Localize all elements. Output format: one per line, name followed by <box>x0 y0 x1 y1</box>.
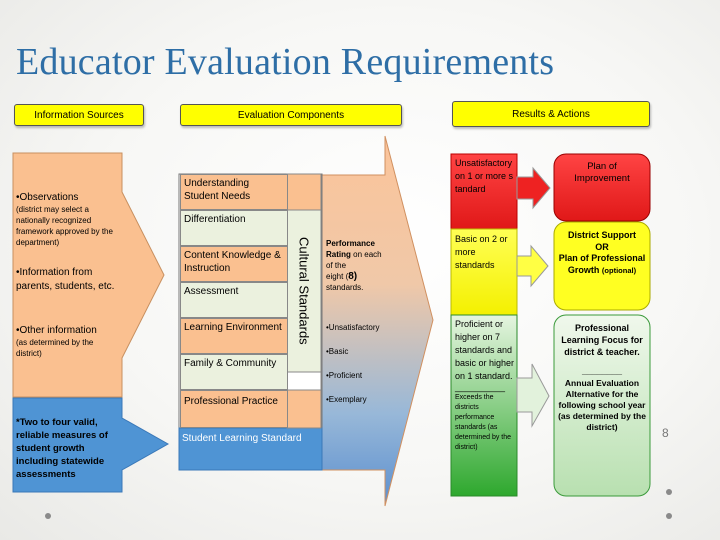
rating-level-proficient: •Proficient <box>326 371 363 380</box>
performance-rating-text <box>326 238 388 293</box>
action-plf-line: Professional Learning Focus for district & teacher. <box>561 323 643 357</box>
cultural-standards-label: Cultural Standards <box>296 237 312 345</box>
rating-line2: Rating <box>326 250 351 259</box>
rating-line1: Performance <box>326 239 375 248</box>
component-professional-practice: Professional Practice <box>180 390 288 428</box>
info-parents: •Information from parents, students, etc. <box>16 267 115 292</box>
action-support-line2: OR <box>595 241 609 252</box>
header-evaluation-components-label: Evaluation Components <box>237 109 345 121</box>
cultural-top-cell <box>287 174 321 210</box>
page-title: Educator Evaluation Requirements <box>16 41 555 83</box>
header-information-sources-label: Information Sources <box>34 109 124 121</box>
component-differentiation: Differentiation <box>180 210 288 246</box>
component-learning-environment: Learning Environment <box>180 318 288 354</box>
rating-line5: standards. <box>326 283 364 292</box>
corner-dot-bottom-left <box>45 513 51 519</box>
action-plan-text: Plan of Improvement <box>574 161 630 184</box>
page-number: 8 <box>662 426 669 440</box>
action-support-text <box>558 230 646 276</box>
component-content-knowledge: Content Knowledge & Instruction <box>180 246 288 282</box>
arrow-proficient <box>517 364 549 426</box>
rating-levels <box>326 322 388 405</box>
action-plf-text <box>558 322 646 433</box>
corner-dot-bottom-right-upper <box>666 489 672 495</box>
rating-line3: of the <box>326 261 347 270</box>
rating-line2b: on each <box>353 250 382 259</box>
rating-level-unsatisfactory: •Unsatisfactory <box>326 323 380 332</box>
rating-level-exemplary: •Exemplary <box>326 395 367 404</box>
result-divider: __________ <box>455 382 506 392</box>
result-unsat-text: Unsatisfactory on 1 or more standard <box>455 158 514 194</box>
info-observations <box>16 192 120 248</box>
arrow-basic <box>517 246 548 286</box>
performance-rating-arrow <box>322 136 433 506</box>
rating-line4a: eight ( <box>326 272 349 281</box>
action-support-optional: (optional) <box>601 265 637 275</box>
rating-level-basic: •Basic <box>326 347 349 356</box>
header-results-actions-label: Results & Actions <box>512 108 590 120</box>
info-other-title: •Other information <box>16 325 97 336</box>
result-proficient-text <box>455 318 515 453</box>
result-exceeds: Exceeds the districts performance standards (as determined by the district) <box>455 394 512 451</box>
action-divider: ________ <box>581 366 623 376</box>
component-assessment: Assessment <box>180 282 288 318</box>
action-support-line1: District Support <box>567 230 636 240</box>
result-basic-text: Basic on 2 or more standards <box>455 234 508 270</box>
action-alt-note: (as determined by the district) <box>558 411 646 432</box>
result-proficient-line: Proficient or higher on 7 standards and basic or higher on 1 standard. <box>455 319 515 381</box>
student-learning-standard: Student Learning Standard <box>182 433 302 444</box>
cultural-bottom-cell <box>287 390 321 428</box>
arrow-unsat <box>517 168 550 208</box>
info-observations-note: (district may select a nationally recognized framework approved by the department) <box>16 205 113 247</box>
rating-line4b: 8) <box>348 271 358 282</box>
info-other <box>16 325 120 359</box>
info-student-measures: *Two to four valid, reliable measures of student growth including statewide assessments <box>16 417 108 480</box>
info-other-note: (as determined by the district) <box>16 338 94 358</box>
cultural-gap-cell <box>287 372 321 390</box>
component-family-community: Family & Community <box>180 354 288 390</box>
action-support-line3: Plan of Professional Growth <box>558 253 646 275</box>
corner-dot-bottom-right <box>666 513 672 519</box>
info-observations-title: •Observations <box>16 192 79 203</box>
component-understanding-student-needs: Understanding Student Needs <box>180 174 288 210</box>
action-alt: Annual Evaluation Alternative for the following school year <box>558 378 646 410</box>
